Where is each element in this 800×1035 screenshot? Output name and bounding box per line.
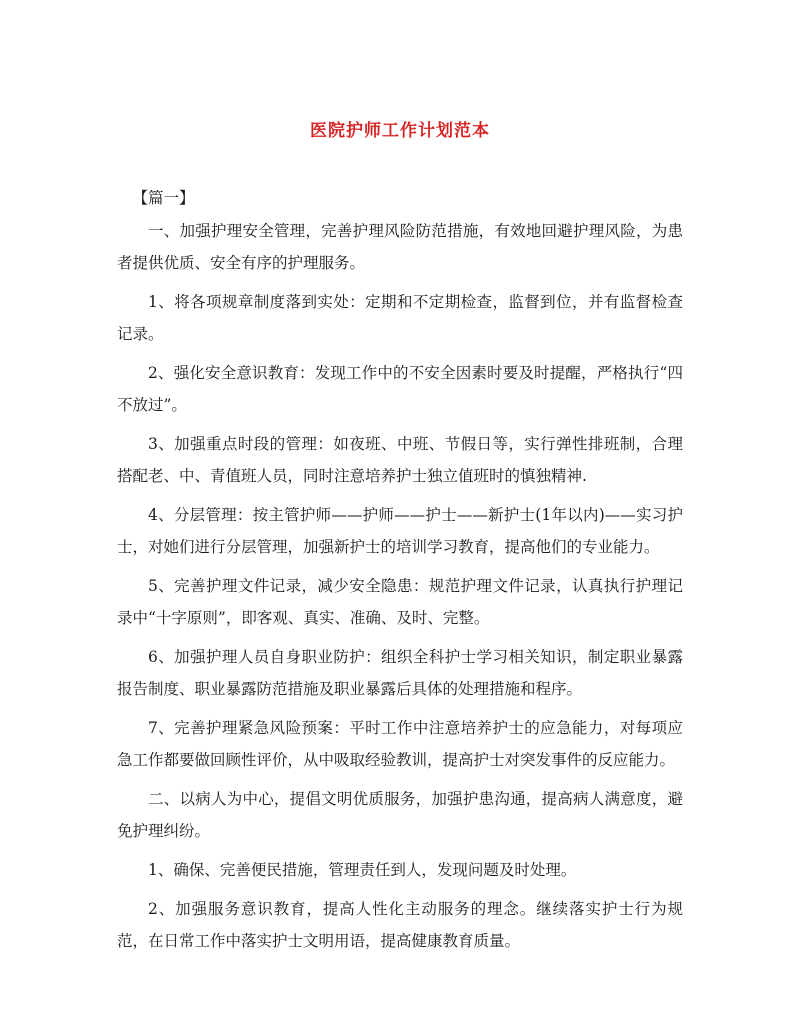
paragraph: 二、以病人为中心，提倡文明优质服务，加强护患沟通，提高病人满意度，避免护理纠纷。 <box>117 790 683 840</box>
paragraph: 2、加强服务意识教育，提高人性化主动服务的理念。继续落实护士行为规范，在日常工作中落实护士文明用语，提高健康教育质量。 <box>117 900 683 950</box>
paragraph: 1、确保、完善便民措施，管理责任到人，发现问题及时处理。 <box>148 861 577 879</box>
paragraph: 一、加强护理安全管理，完善护理风险防范措施，有效地回避护理风险，为患者提供优质、安全有序的护理服务。 <box>117 222 683 272</box>
document-body <box>117 182 683 964</box>
paragraph: 7、完善护理紧急风险预案：平时工作中注意培养护士的应急能力，对每项应急工作都要做回顾性评价，从中吸取经验教训，提高护士对突发事件的反应能力。 <box>117 719 683 769</box>
paragraph: 4、分层管理：按主管护师——护师——护士——新护士(1年以内)——实习护士，对她们进行分层管理，加强新护士的培训学习教育，提高他们的专业能力。 <box>117 506 683 556</box>
paragraph: 2、强化安全意识教育：发现工作中的不安全因素时要及时提醒，严格执行“四不放过”。 <box>117 364 683 414</box>
section-heading: 【篇一】 <box>132 189 195 207</box>
paragraph: 3、加强重点时段的管理：如夜班、中班、节假日等，实行弹性排班制，合理搭配老、中、青值班人员，同时注意培养护士独立值班时的慎独精神. <box>117 435 683 485</box>
paragraph: 5、完善护理文件记录，减少安全隐患：规范护理文件记录，认真执行护理记录中“十字原则”，即客观、真实、准确、及时、完整。 <box>117 577 683 627</box>
paragraph: 6、加强护理人员自身职业防护：组织全科护士学习相关知识，制定职业暴露报告制度、职业暴露防范措施及职业暴露后具体的处理措施和程序。 <box>117 648 683 698</box>
document-title: 医院护师工作计划范本 <box>310 121 490 141</box>
paragraph: 1、将各项规章制度落到实处：定期和不定期检查，监督到位，并有监督检查记录。 <box>117 293 683 343</box>
